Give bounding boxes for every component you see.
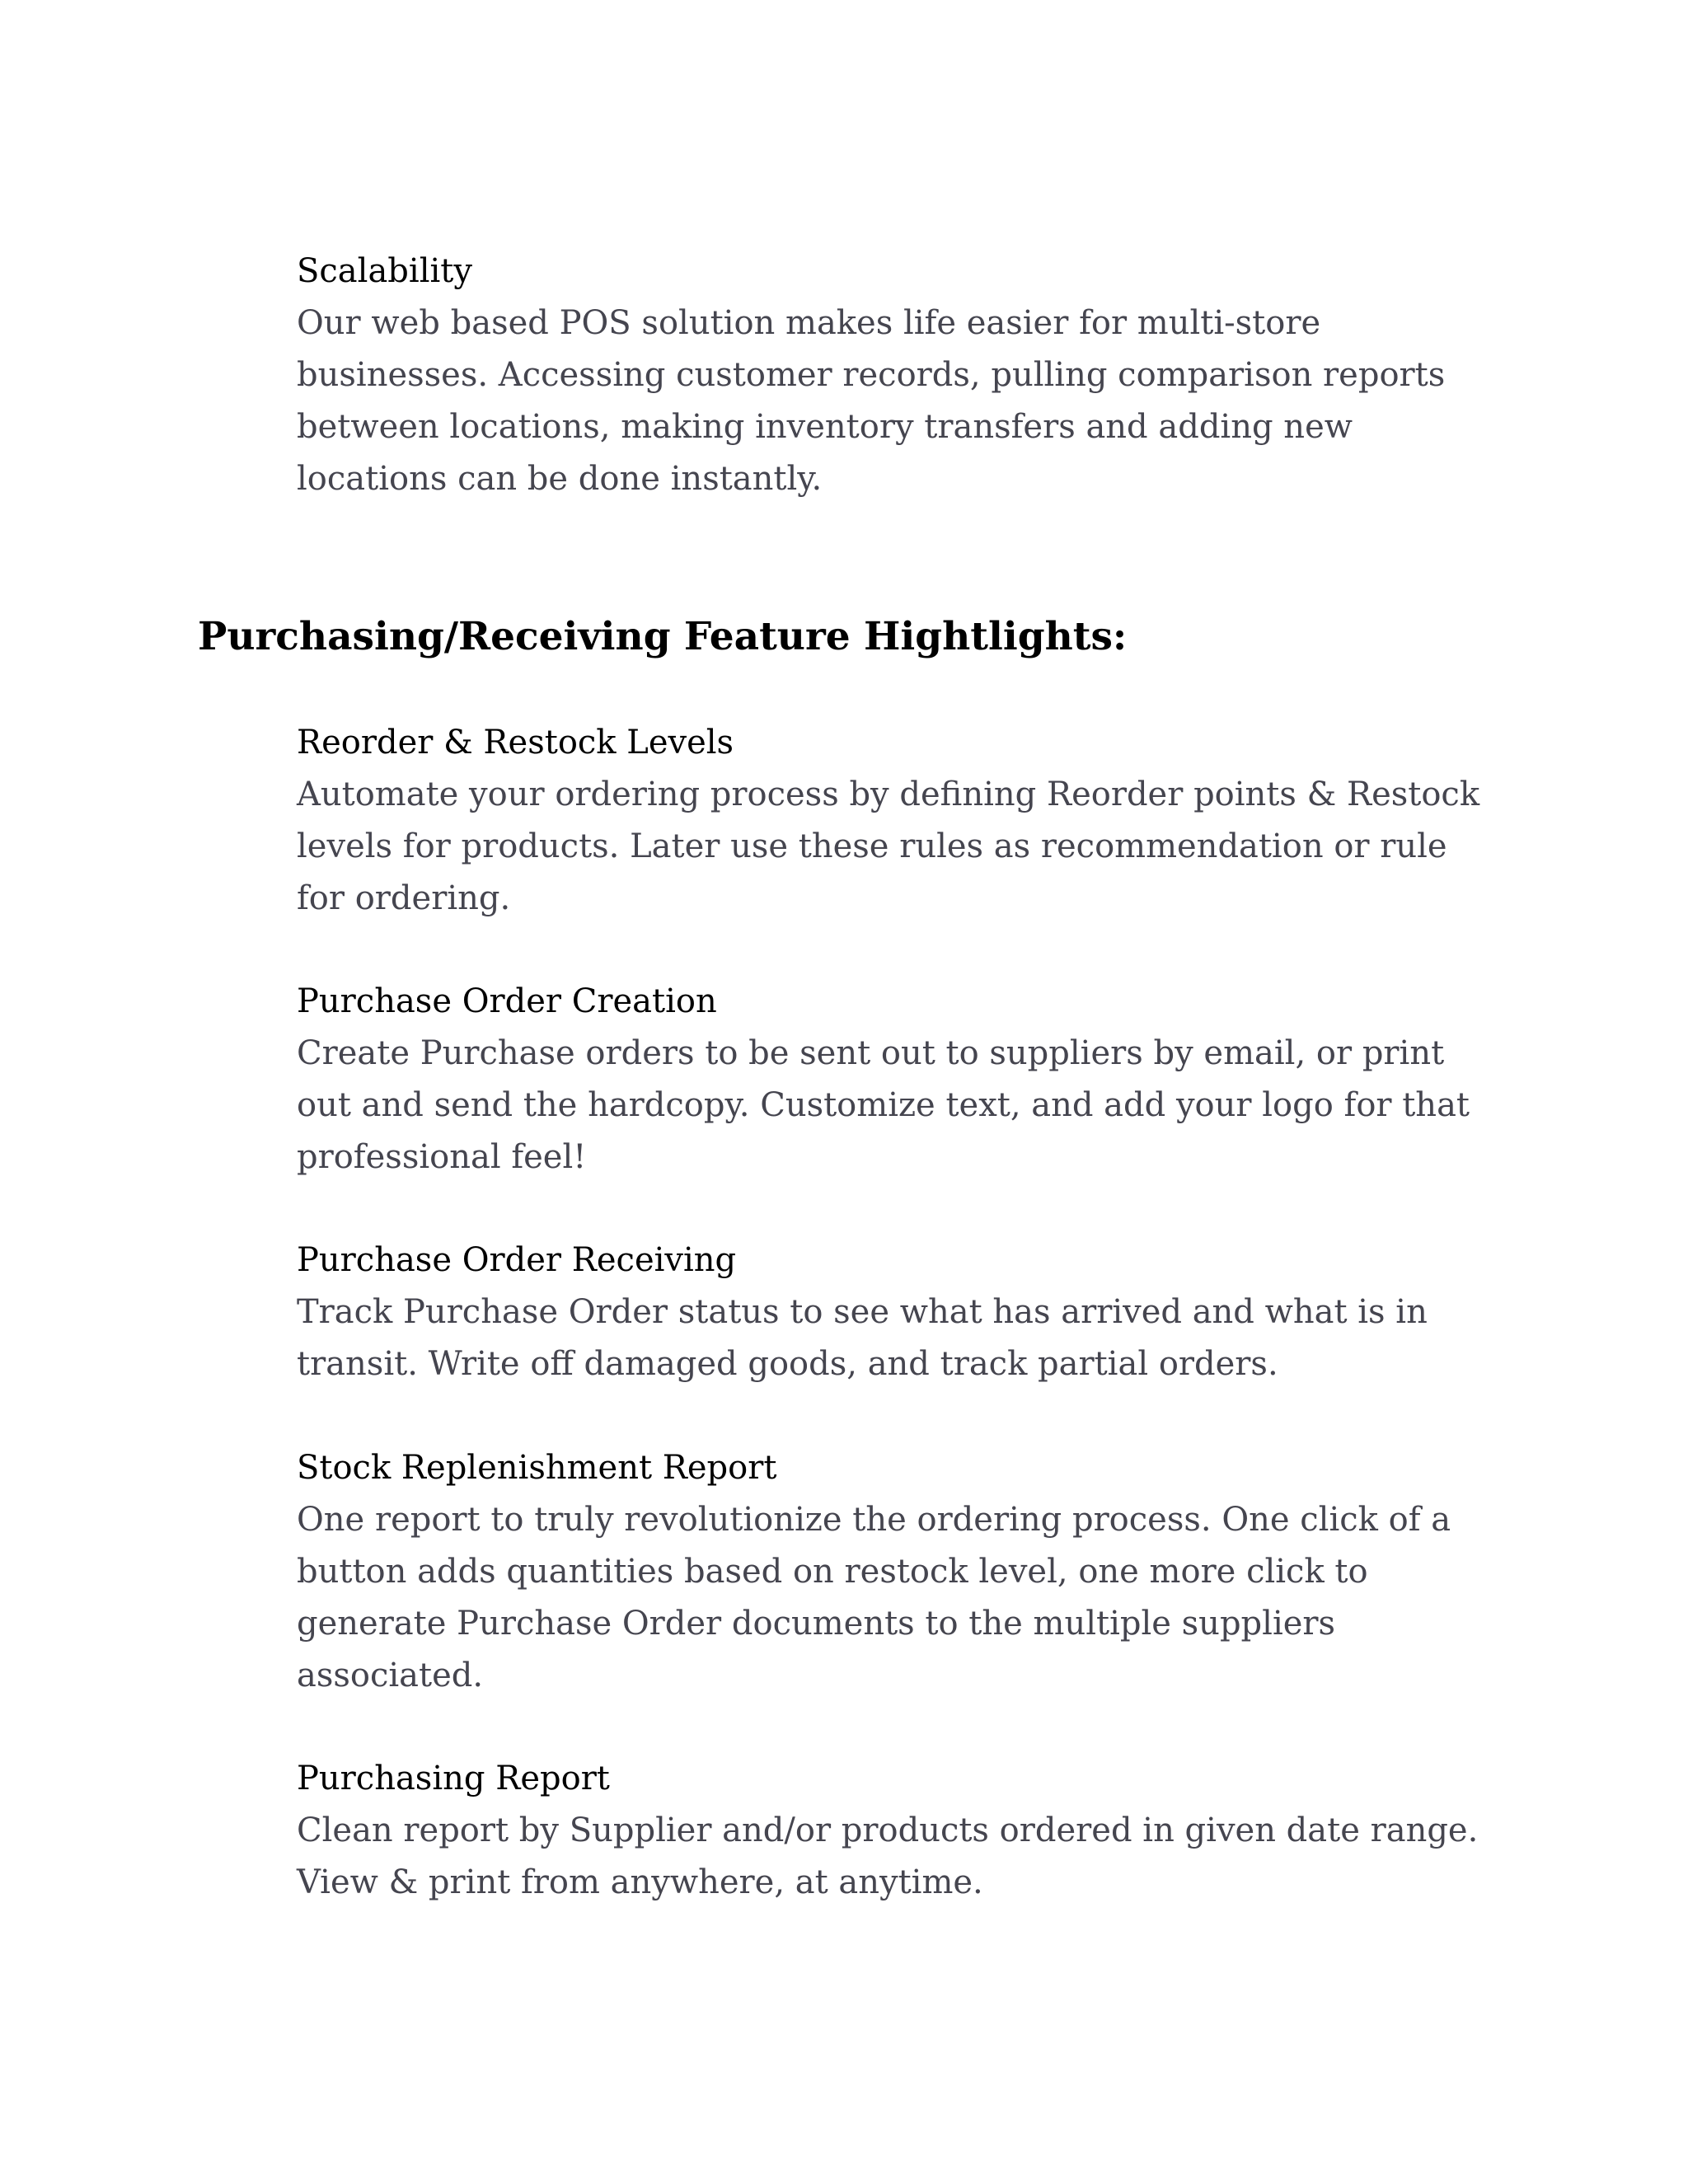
feature-purchasing-report	[297, 1753, 1500, 1909]
feature-title: Reorder & Restock Levels	[297, 724, 734, 762]
feature-title: Scalability	[297, 252, 472, 290]
feature-description: Create Purchase orders to be sent out to suppliers by email, or print out and send the hardcopy. Customize text, and add your logo for that professional feel!	[297, 1034, 1470, 1176]
feature-title: Stock Replenishment Report	[297, 1449, 777, 1487]
feature-title: Purchase Order Creation	[297, 982, 717, 1020]
feature-description: Automate your ordering process by defining Reorder points & Restock levels for products. Later use these rules as recommendation or rule for ordering.	[297, 776, 1480, 917]
feature-reorder-restock-levels	[297, 717, 1500, 925]
feature-title: Purchasing Report	[297, 1760, 610, 1797]
feature-description: Clean report by Supplier and/or products ordered in given date range. View & print from anywhere, at anytime.	[297, 1811, 1479, 1901]
feature-title: Purchase Order Receiving	[297, 1241, 737, 1279]
feature-description: Our web based POS solution makes life easier for multi-store businesses. Accessing customer records, pulling comparison reports between locations, making inventory transfers and adding new locations can be done instantly.	[297, 304, 1446, 498]
feature-purchase-order-creation	[297, 976, 1500, 1183]
feature-description: Track Purchase Order status to see what has arrived and what is in transit. Write off damaged goods, and track partial orders.	[297, 1293, 1428, 1383]
feature-stock-replenishment-report	[297, 1442, 1500, 1702]
section-heading: Purchasing/Receiving Feature Hightlights:	[198, 614, 1128, 659]
feature-purchase-order-receiving	[297, 1235, 1500, 1390]
feature-scalability	[297, 246, 1500, 505]
feature-description: One report to truly revolutionize the ordering process. One click of a button adds quantities based on restock level, one more click to generate Purchase Order documents to the multiple suppliers associated.	[297, 1501, 1451, 1694]
